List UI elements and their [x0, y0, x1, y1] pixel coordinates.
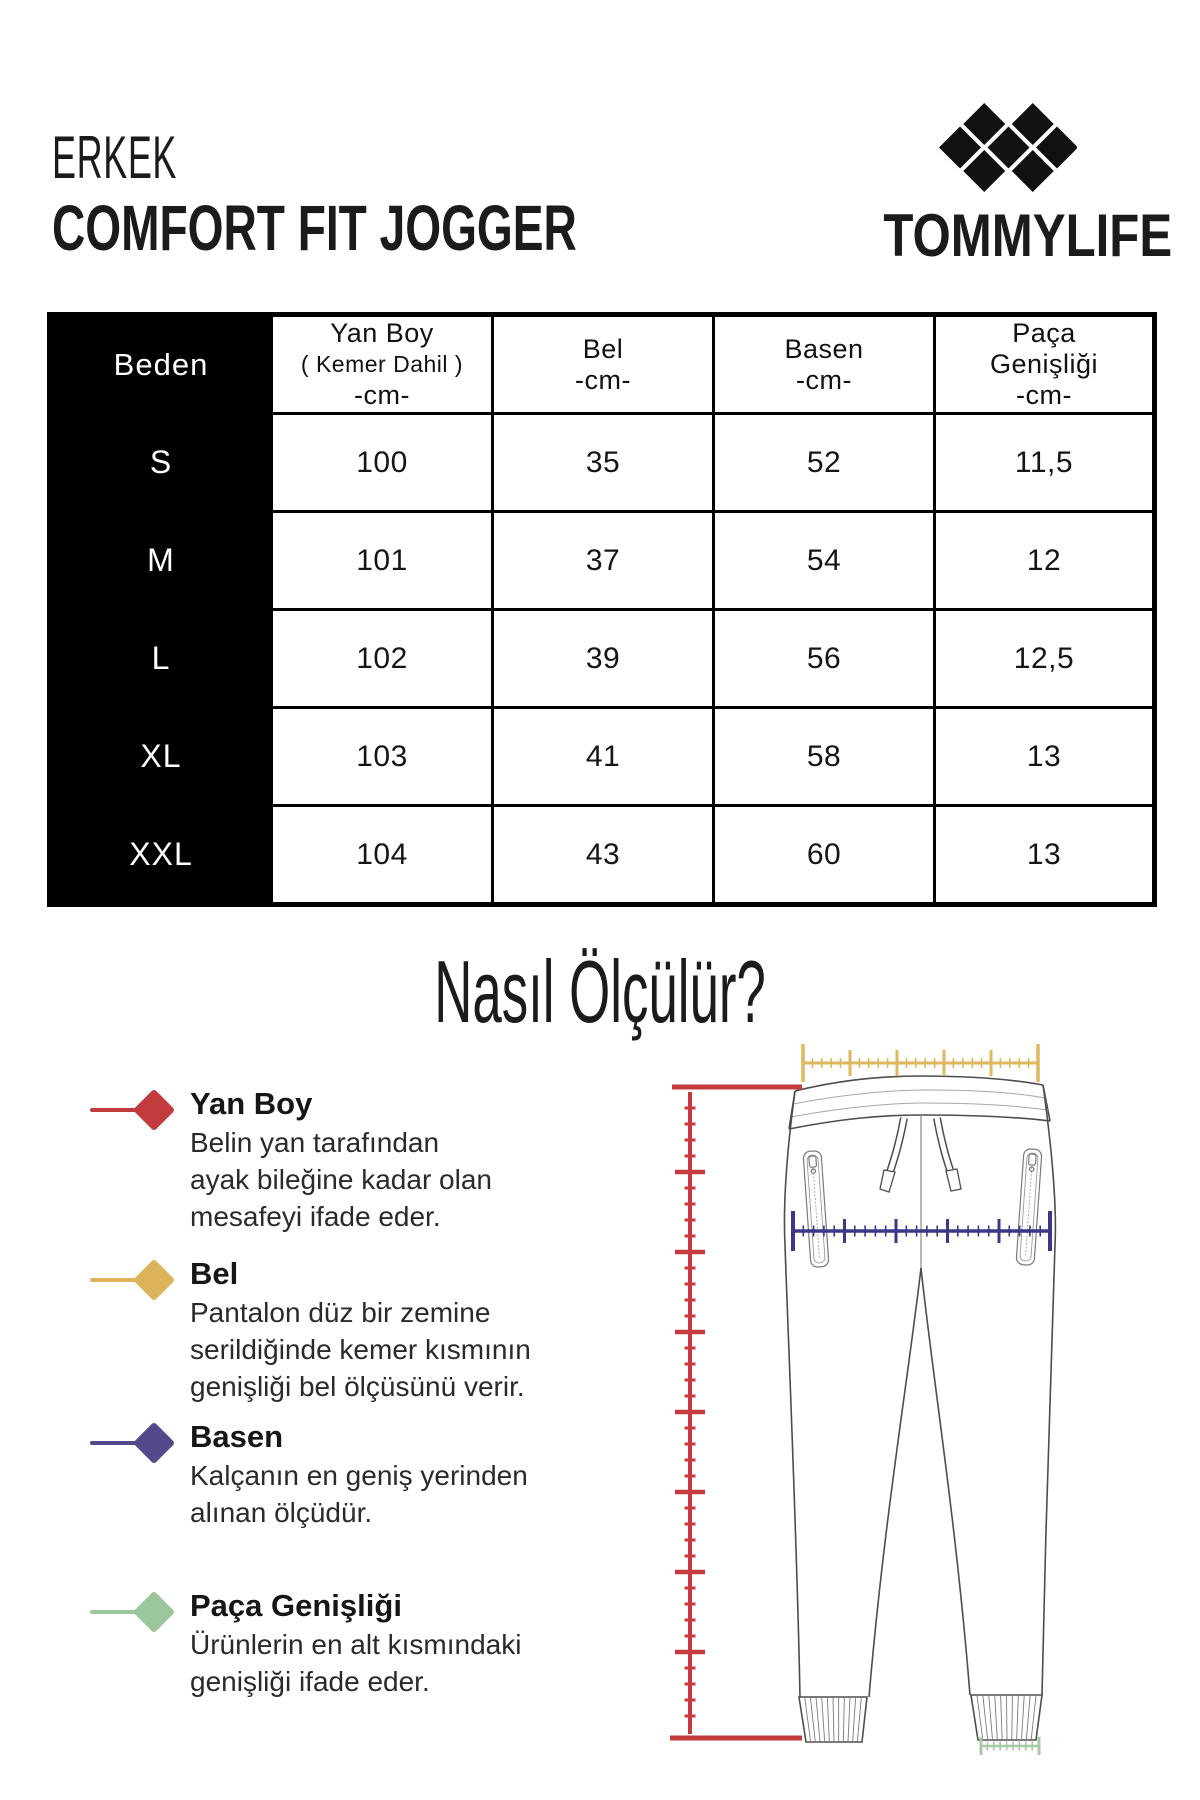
desc-line: Ürünlerin en alt kısmındaki	[190, 1629, 522, 1660]
cell-value: 100	[272, 414, 493, 512]
zip-pocket-left	[803, 1151, 829, 1268]
legend-title: Bel	[190, 1256, 239, 1291]
legend-description	[190, 1294, 531, 1405]
cell-value: 12,5	[935, 610, 1155, 708]
right-inner-seam	[921, 1268, 970, 1695]
legend-description	[190, 1457, 528, 1531]
cell-value: 39	[493, 610, 714, 708]
size-label: M	[50, 512, 272, 610]
col-subtitle: ( Kemer Dahil )	[300, 351, 464, 377]
diamond-icon	[133, 1259, 175, 1301]
zip-pocket-right	[1016, 1149, 1042, 1266]
col-title: Paça	[1012, 318, 1076, 348]
desc-line: alınan ölçüdür.	[190, 1497, 373, 1528]
left-inner-seam	[869, 1268, 921, 1697]
cell-value: 58	[714, 708, 935, 806]
table-header-paca	[935, 315, 1155, 414]
legend-description	[190, 1626, 521, 1700]
col-title: Yan Boy	[330, 318, 434, 348]
brand-logo-diamonds-icon	[939, 100, 1077, 195]
cell-value: 43	[493, 806, 714, 905]
table-header-beden: Beden	[50, 315, 272, 414]
size-label: L	[50, 610, 272, 708]
legend-title: Basen	[190, 1419, 284, 1454]
desc-line: genişliği ifade eder.	[190, 1666, 430, 1697]
cell-value: 102	[272, 610, 493, 708]
cell-value: 12	[935, 512, 1155, 610]
diamond-icon	[133, 1089, 175, 1131]
table-header-basen	[714, 315, 935, 414]
cell-value: 13	[935, 806, 1155, 905]
table-header-bel	[493, 315, 714, 414]
size-label: S	[50, 414, 272, 512]
cell-value: 13	[935, 708, 1155, 806]
diamond-icon	[133, 1591, 175, 1633]
drawstring-left	[880, 1118, 904, 1192]
cell-value: 41	[493, 708, 714, 806]
right-outer-seam	[1042, 1085, 1055, 1695]
table-header-row	[50, 315, 1155, 414]
cuff-right	[971, 1695, 1042, 1740]
desc-line: Kalçanın en geniş yerinden	[190, 1460, 528, 1491]
cell-value: 101	[272, 512, 493, 610]
waistband	[789, 1076, 1050, 1129]
desc-line: ayak bileğine kadar olan	[190, 1164, 492, 1195]
size-label: XL	[50, 708, 272, 806]
cell-value: 37	[493, 512, 714, 610]
table-header-yan-boy	[272, 315, 493, 414]
col-unit: -cm-	[354, 380, 410, 410]
cell-value: 35	[493, 414, 714, 512]
pants-drawing	[784, 1076, 1055, 1742]
table-row-m	[50, 512, 1155, 610]
cell-value: 56	[714, 610, 935, 708]
legend-title: Yan Boy	[190, 1086, 313, 1121]
product-title: COMFORT FIT JOGGER	[52, 192, 577, 264]
legend-title: Paça Genişliği	[190, 1588, 402, 1623]
diamond-icon	[133, 1422, 175, 1464]
desc-line: mesafeyi ifade eder.	[190, 1201, 441, 1232]
left-outer-seam	[784, 1091, 800, 1697]
legend-description	[190, 1124, 492, 1235]
col-unit: -cm-	[575, 364, 631, 395]
desc-line: genişliği bel ölçüsünü verir.	[190, 1371, 525, 1402]
table-row-s	[50, 414, 1155, 512]
desc-line: Belin yan tarafından	[190, 1127, 440, 1158]
desc-line: serildiğinde kemer kısmının	[190, 1334, 531, 1365]
desc-line: Pantalon düz bir zemine	[190, 1297, 491, 1328]
col-unit: -cm-	[1016, 380, 1072, 410]
col-title: Basen	[784, 333, 864, 364]
table-row-l	[50, 610, 1155, 708]
cuff-left	[799, 1697, 867, 1742]
drawstring-right	[937, 1118, 961, 1191]
cell-value: 11,5	[935, 414, 1155, 512]
brand-name: TOMMYLIFE	[883, 202, 1173, 269]
cell-value: 104	[272, 806, 493, 905]
col-unit: -cm-	[796, 364, 852, 395]
size-table	[47, 312, 1157, 907]
measure-section-title: Nasıl Ölçülür?	[434, 942, 766, 1041]
size-label: XXL	[50, 806, 272, 905]
col-title: Genişliği	[989, 349, 1099, 379]
cell-value: 103	[272, 708, 493, 806]
cell-value: 54	[714, 512, 935, 610]
ruler-yan-boy	[670, 1087, 802, 1738]
pants-measurement-diagram	[640, 1035, 1100, 1780]
table-row-xxl	[50, 806, 1155, 905]
table-row-xl	[50, 708, 1155, 806]
cell-value: 60	[714, 806, 935, 905]
category-title: ERKEK	[52, 124, 178, 191]
col-title: Bel	[582, 333, 624, 364]
cell-value: 52	[714, 414, 935, 512]
